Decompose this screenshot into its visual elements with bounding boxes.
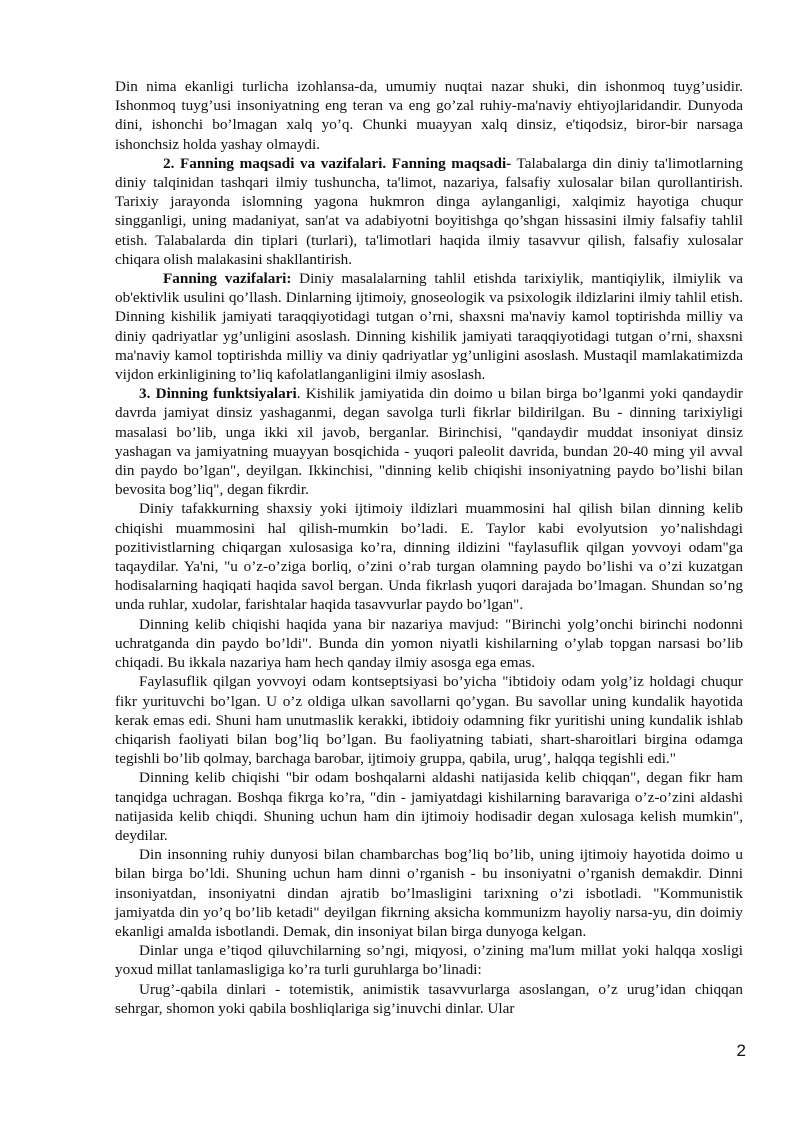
paragraph-text: Din nima ekanligi turlicha izohlansa-da, umumiy nuqtai nazar shuki, din ishonmoq tuyg’usidir. Ishonmoq tuyg’usi insoniyatning eng teran va eng go’zal ruhiy-ma'naviy ehtiyojlaridandir. Dunyoda dini, ishonchi bo’lmagan xalq yo’q. Chunki muayyan xalq dinsiz, e'tiqodsiz, biror-bir narsaga ishonchsiz holda yashay olmaydi. [115, 78, 743, 153]
paragraph [115, 499, 743, 614]
paragraph [115, 845, 743, 941]
section-heading: 3. Dinning funktsiyalari [139, 385, 297, 403]
paragraph [115, 672, 743, 768]
paragraph [115, 615, 743, 673]
paragraph [115, 980, 743, 1018]
paragraph-text: . Kishilik jamiyatida din doimo u bilan birga bo’lganmi yoki qandaydir davrda jamiyat dinsiz yashaganmi, degan savolga turli fikrlar bildirilgan. Bu - dinning tarixiyligi masalasi bo’lib, unga ikki xil javob, berganlar. Birinchisi, "qandaydir muddat insoniyat dinsiz yashagan va jamiyatning muayyan bosqichida - yuqori paleolit davrida, bundan 20-40 ming yil avval din paydo bo’lgan", deyilgan. Ikkinchisi, "dinning kelib chiqishi insoniyatning paydo bo’lishi bilan bevosita bog’liq", degan fikrdir. [115, 385, 743, 499]
page-number: 2 [736, 1041, 746, 1060]
paragraph-text: Talabalarga din diniy ta'limotlarning diniy talqinidan tashqari ilmiy tushuncha, ta'limot, nazariya, falsafiy xulosalar bilan qurollantirish. Tarixiy jarayonda islomning yagona hukmron dinga aylanganligi, xalqimiz hayotiga chuqur singganligi, uning madaniyat, san'at va adabiyotni boyitishga qo’shgan hissasini ilmiy falsafiy tahlil etish. Talabalarda din tiplari (turlari), ta'limotlari haqida ilmiy tasavvur qilish, falsafiy xulosalar chiqara olish malakasini shakllantirish. [115, 154, 743, 268]
section-heading: 2. Fanning maqsadi va vazifalari. Fanning maqsadi- [163, 154, 512, 172]
paragraph-text: Dinning kelib chiqishi haqida yana bir nazariya mavjud: "Birinchi yolg’onchi birinchi nodonni uchratganda din paydo bo’ldi". Bunda din yomon niyatli kishilarning o’ylab topgan narsasi bo’lib chiqadi. Bu ikkala nazariya ham hech qanday ilmiy asosga ega emas. [115, 615, 743, 672]
paragraph [115, 941, 743, 979]
paragraph-text: Dinlar unga e’tiqod qiluvchilarning so’ngi, miqyosi, o’zining ma'lum millat yoki halqqa xosligi yoxud millat tanlamasligiga ko’ra turli guruhlarga bo’linadi: [115, 942, 743, 979]
paragraph-intro [115, 77, 743, 154]
section-goals [115, 154, 743, 269]
paragraph-text: Diniy tafakkurning shaxsiy yoki ijtimoiy ildizlari muammosini hal qilish bilan dinning kelib chiqishi muammosini hal qilish-mumkin bo’ladi. E. Taylor kabi evolyutsion yo’nalishdagi pozitivistlarning chiqargan xulosasiga ko’ra, dinning ildizini "faylasuflik qilgan yovvoyi odam"ga taqaydilar. Ya'ni, "u o’z-o’ziga borliq, o’zini o’rab turgan olamning paydo bo’lishi va o’zi kuzatgan hodisalarning haqiqati haqida savol bergan. Unda fikrlash yuqori darajada bo’lmagan. Shundan so’ng unda ruhlar, xudolar, farishtalar haqida tasavvurlar paydo bo’lgan". [115, 500, 743, 614]
section-heading: Fanning vazifalari: [163, 270, 292, 288]
document-body [115, 77, 743, 1018]
section-functions [115, 384, 743, 499]
paragraph-text: Faylasuflik qilgan yovvoyi odam kontseptsiyasi bo’yicha "ibtidoiy odam yolg’iz holdagi chuqur fikr yurituvchi bo’lgan. U o’z oldiga ulkan savollarni qo’ygan. Bu savollar uning kundalik hayotida kerak emas edi. Shuni ham unutmaslik kerakki, ibtidoiy odamning fikr yuritishi uning kundalik ishlab chiqarish faoliyati bilan bog’liq bo’lgan. Bu faoliyatning tabiati, shart-sharoitlari birgina odamga tegishli bo’lib qolmay, barchaga barobar, ijtimoiy gruppa, qabila, urug’, halqqa tegishli edi." [115, 673, 743, 768]
section-tasks [115, 269, 743, 384]
paragraph-text: Dinning kelib chiqishi "bir odam boshqalarni aldashi natijasida kelib chiqqan", degan fikr ham tanqidga uchragan. Boshqa fikrga ko’ra, "din - jamiyatdagi kishilarning baravariga o’z-o’zini aldashi natijasida kelib chiqdi. Shuning uchun ham din ijtimoiy hodisadir degan xulosaga kelish mumkin", deydilar. [115, 769, 743, 844]
paragraph-text: Diniy masalalarning tahlil etishda tarixiylik, mantiqiylik, ilmiylik va ob'ektivlik usulini qo’llash. Dinlarning ijtimoiy, gnoseologik va psixologik ildizlarini ilmiy tahlil etish. Dinning kishilik jamiyati taraqqiyotidagi tutgan o’rni, shaxsni ma'naviy kamol toptirishda milliy va diniy qadriyatlar yg’unligini asoslash. Dinning kishilik jamiyati taraqqiyotidagi tutgan o’rni, shaxsni ma'naviy kamol toptirishda milliy va diniy qadriyatlar yg’unligini asoslash. Mustaqil mamlakatimizda vijdon erkinligining to’liq kafolatlanganligini ilmiy asoslash. [115, 270, 743, 384]
paragraph-text: Din insonning ruhiy dunyosi bilan chambarchas bog’liq bo’lib, uning ijtimoiy hayotida doimo u bilan birga bo’ldi. Shuning uchun ham dinni o’rganish - bu insoniyatni o’rganish demakdir. Dinni insoniyatdan, insoniyatni dindan ajratib bo’lmasligini tarixning o’zi isbotladi. "Kommunistik jamiyatda din yo’q bo’lib ketadi" deyilgan fikrning aksicha kommunizm hayoliy narsa-yu, din doimiy ekanligi amalda isbotlandi. Demak, din insoniyat bilan birga dunyoga kelgan. [115, 846, 743, 940]
paragraph [115, 768, 743, 845]
paragraph-text: Urug’-qabila dinlari - totemistik, animistik tasavvurlarga asoslangan, o’z urug’idan chiqqan sehrgar, shomon yoki qabila boshliqlariga sig’inuvchi dinlar. Ular [115, 980, 743, 1017]
